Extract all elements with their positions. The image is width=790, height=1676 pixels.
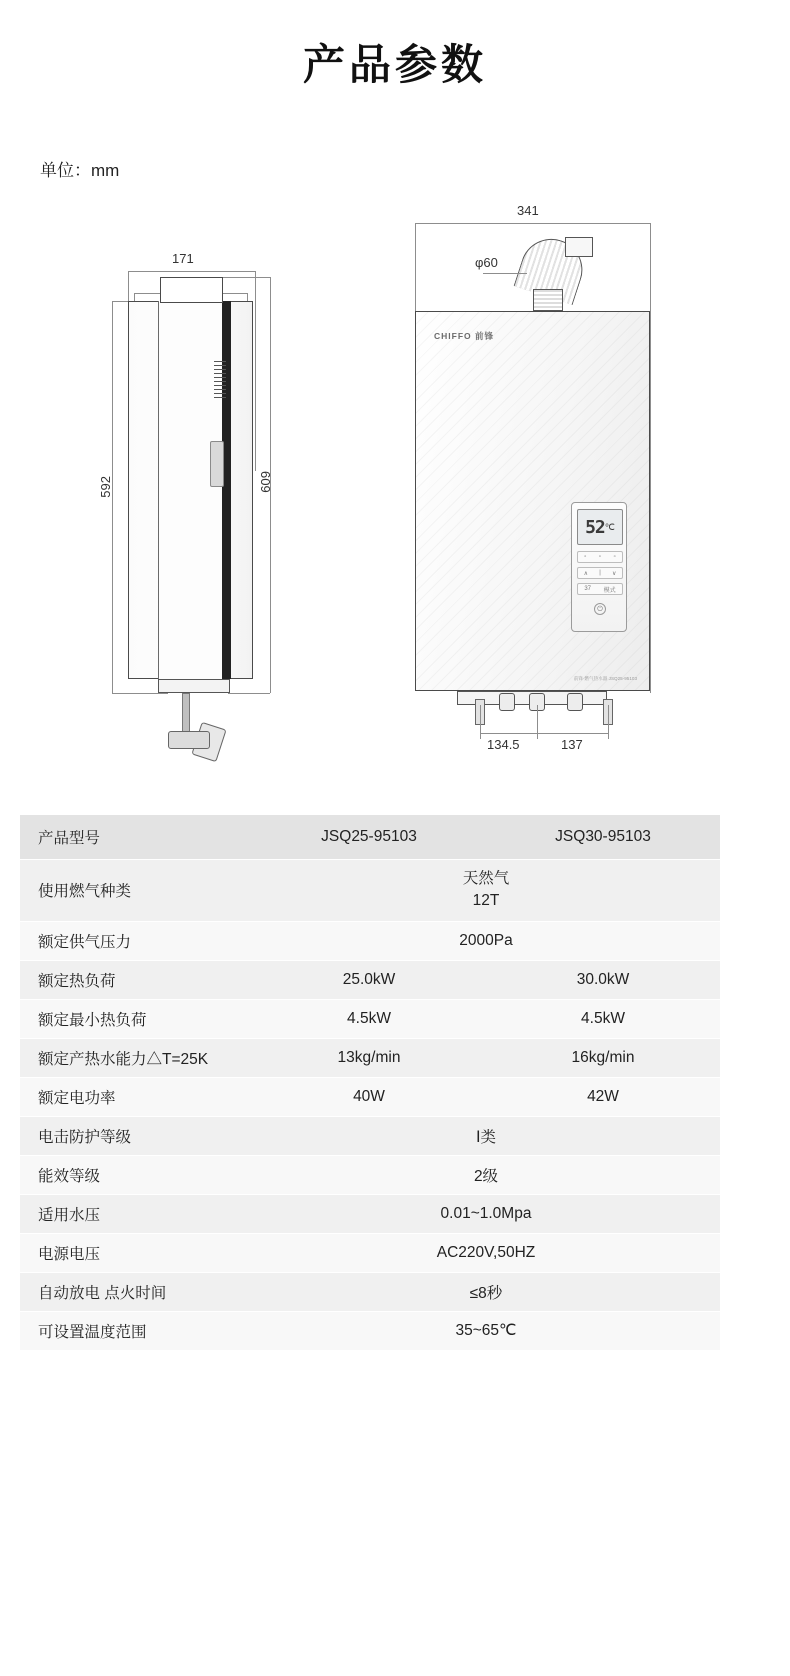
divider-icon: |: [599, 570, 601, 576]
display-temperature-unit: ℃: [604, 521, 615, 532]
spec-value-cell-merged: 2000Pa: [252, 921, 720, 960]
spec-label-cell: 电源电压: [20, 1233, 252, 1272]
table-row: [20, 1194, 720, 1233]
spec-value-cell-model1: 40W: [252, 1077, 486, 1116]
control-panel: [571, 502, 627, 632]
side-front-edge: [222, 301, 231, 679]
spec-value-cell-model2: 16kg/min: [486, 1038, 720, 1077]
spec-value-cell-merged: 2级: [252, 1155, 720, 1194]
panel-row-mode[interactable]: [577, 583, 623, 595]
front-footer-note: 前锋·燃气热水器 JSQ25-95103: [573, 676, 637, 681]
dim-label-592: 592: [98, 476, 113, 498]
down-arrow-icon[interactable]: ∨: [611, 570, 617, 577]
spec-value-cell-model1: 4.5kW: [252, 999, 486, 1038]
spec-label-cell: 适用水压: [20, 1194, 252, 1233]
brand-logo: CHIFFO 前锋: [434, 331, 494, 341]
panel-row-updown[interactable]: [577, 567, 623, 579]
front-view-drawing: [395, 201, 695, 761]
dim-ext-171-right: [255, 271, 256, 471]
table-row: [20, 1272, 720, 1311]
dim-label-137: 137: [561, 737, 583, 752]
valve-right: [567, 693, 583, 711]
table-header-cell: JSQ25-95103: [252, 815, 486, 860]
page-title: 产品参数: [302, 41, 487, 88]
side-pipe: [182, 693, 190, 735]
unit-note: 单位：mm: [40, 161, 120, 180]
dim-ext-592-bottom: [112, 693, 168, 694]
table-row: [20, 860, 720, 922]
spec-value-cell-model2: 42W: [486, 1077, 720, 1116]
spec-value-cell-merged: 0.01~1.0Mpa: [252, 1194, 720, 1233]
spec-label-cell: 额定产热水能力△T=25K: [20, 1038, 252, 1077]
dim-line-341: [415, 223, 650, 224]
spec-value-cell-model1: 13kg/min: [252, 1038, 486, 1077]
panel-row-indicators: [577, 551, 623, 563]
table-row: [20, 1077, 720, 1116]
spec-value-cell-merged: AC220V,50HZ: [252, 1233, 720, 1272]
table-header-row: [20, 815, 720, 860]
panel-dot-1: ▫: [584, 554, 587, 560]
spec-label-cell: 额定供气压力: [20, 921, 252, 960]
spec-label-cell: 能效等级: [20, 1155, 252, 1194]
side-top-cap: [160, 277, 223, 303]
spec-label-cell: 可设置温度范围: [20, 1311, 252, 1350]
panel-dot-3: ▫: [613, 554, 616, 560]
side-base-plate: [158, 679, 230, 693]
panel-mode-label[interactable]: 模式: [603, 587, 616, 594]
table-row: [20, 921, 720, 960]
display-temperature: 52: [585, 516, 605, 538]
dim-ext-341-right: [650, 223, 651, 693]
spec-label-cell: 自动放电 点火时间: [20, 1272, 252, 1311]
dim-ext-609-bottom: [228, 693, 270, 694]
panel-dot-2: ▫: [598, 554, 602, 560]
dim-line-137: [537, 733, 608, 734]
spec-value-cell-merged: 天然气 12T: [252, 860, 720, 922]
spec-label-cell: 额定热负荷: [20, 960, 252, 999]
side-control-knob: [210, 441, 224, 487]
flue-collar: [533, 289, 563, 311]
side-view-drawing: [98, 231, 290, 751]
side-body-inner: [158, 301, 230, 679]
product-drawings: [0, 191, 790, 791]
table-row: [20, 960, 720, 999]
dim-line-phi60: [483, 273, 527, 274]
dim-ext-171-left: [128, 271, 129, 301]
table-header-cell: JSQ30-95103: [486, 815, 720, 860]
table-row: [20, 1233, 720, 1272]
spec-value-cell-model1: 25.0kW: [252, 960, 486, 999]
valve-left: [499, 693, 515, 711]
front-body-outline: [415, 311, 650, 691]
spec-label-cell: 额定最小热负荷: [20, 999, 252, 1038]
dim-label-1345: 134.5: [487, 737, 520, 752]
dim-label-171: 171: [172, 251, 194, 266]
display-screen: [577, 509, 623, 545]
spec-table: [20, 815, 720, 1351]
power-icon[interactable]: ⏻: [594, 603, 606, 615]
dim-line-1345: [480, 733, 537, 734]
table-row: [20, 1038, 720, 1077]
table-row: [20, 999, 720, 1038]
dim-label-phi60: φ60: [475, 255, 498, 270]
table-row: [20, 1116, 720, 1155]
side-plug-body: [168, 731, 210, 749]
flue-outlet: [565, 237, 593, 257]
spec-label-cell: 额定电功率: [20, 1077, 252, 1116]
side-vent-icon: [214, 361, 226, 399]
spec-table-wrap: [20, 815, 720, 1351]
flue-assembly: [513, 239, 589, 311]
spec-value-cell-model2: 4.5kW: [486, 999, 720, 1038]
spec-label-cell: 使用燃气种类: [20, 860, 252, 922]
dim-ext-592-top: [112, 301, 128, 302]
spec-value-cell-merged: Ⅰ类: [252, 1116, 720, 1155]
dim-line-171: [128, 271, 255, 272]
table-row: [20, 1311, 720, 1350]
dim-label-341: 341: [517, 203, 539, 218]
table-row: [20, 1155, 720, 1194]
up-arrow-icon[interactable]: ∧: [583, 570, 588, 577]
spec-label-cell: 电击防护等级: [20, 1116, 252, 1155]
dim-label-609: 609: [258, 471, 273, 493]
spec-value-cell-merged: ≤8秒: [252, 1272, 720, 1311]
dim-ext-137-right: [608, 705, 609, 739]
dim-ext-341-left: [415, 223, 416, 311]
spec-value-cell-merged: 35~65℃: [252, 1311, 720, 1350]
table-header-cell: 产品型号: [20, 815, 252, 860]
panel-preset-value: 37: [584, 586, 591, 592]
dim-ext-609-top: [223, 277, 270, 278]
spec-value-cell-model2: 30.0kW: [486, 960, 720, 999]
